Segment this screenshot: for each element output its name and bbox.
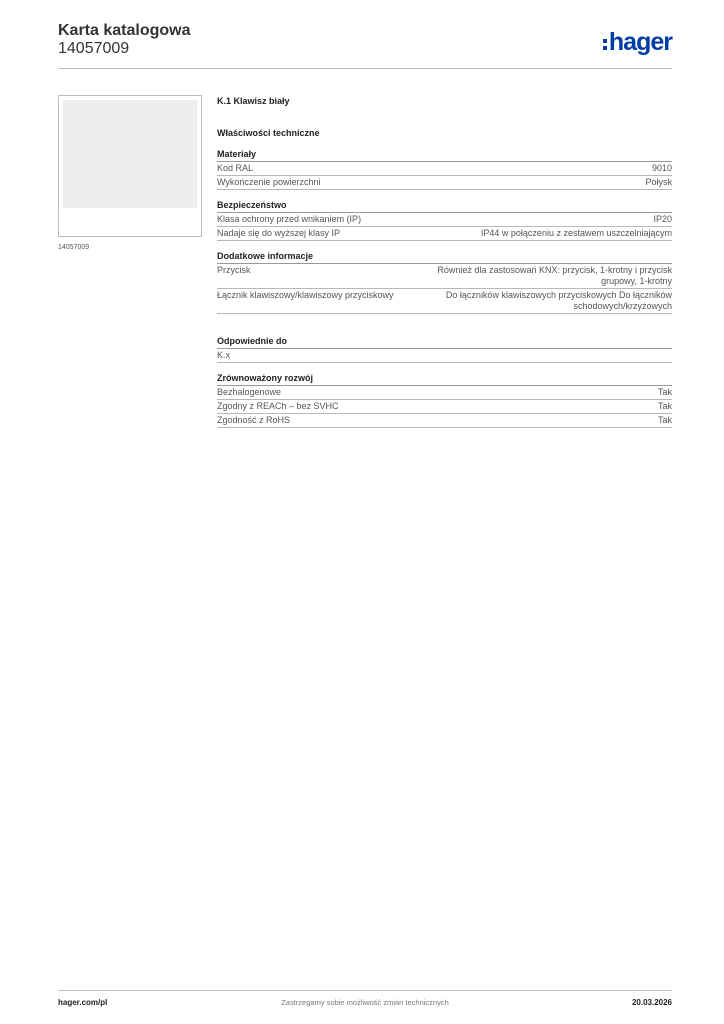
spec-label: Klasa ochrony przed wnikaniem (IP) (217, 214, 362, 224)
spec-label: Przycisk (217, 265, 251, 275)
spec-row (217, 414, 672, 428)
spec-label: Wykończenie powierzchni (217, 177, 321, 187)
product-image (63, 100, 197, 208)
spec-label: K.x (217, 350, 231, 360)
page-header (58, 20, 672, 70)
logo-text: hager (608, 27, 672, 56)
product-image-caption: 14057009 (58, 244, 90, 251)
footer-divider (58, 990, 672, 991)
spec-label: Zgodność z RoHS (217, 415, 291, 425)
section-title: Dodatkowe informacje (217, 251, 672, 264)
spec-row (217, 400, 672, 414)
spec-value (662, 350, 672, 361)
spec-value: IP20 (653, 214, 672, 224)
section-sustainability (217, 373, 672, 428)
spec-value: Do łączników klawiszowych przyciskowych Do łączników schodowych/krzyżowych (445, 290, 672, 311)
spec-row (217, 227, 672, 241)
section-safety (217, 200, 672, 241)
spec-value: IP44 w połączeniu z zestawem uszczelniającym (480, 228, 672, 238)
spec-row (217, 264, 672, 289)
spec-row (217, 386, 672, 400)
hager-logo (603, 28, 672, 56)
spec-row (217, 213, 672, 227)
spec-value: Również dla zastosowań KNX: przycisk, 1-krotny i przycisk grupowy, 1-krotny (437, 265, 672, 286)
footer-date: 20.03.2026 (631, 998, 672, 1007)
section-title: Odpowiednie do (217, 336, 672, 349)
spec-value: 9010 (651, 163, 672, 173)
spec-value: Tak (657, 415, 672, 425)
section-title: Zrównoważony rozwój (217, 373, 672, 386)
spec-value: Tak (657, 401, 672, 411)
product-image-frame (58, 95, 202, 237)
section-materials (217, 149, 672, 190)
spec-label: Kod RAL (217, 163, 254, 173)
spec-row (217, 289, 672, 314)
technical-properties-heading: Właściwości techniczne (217, 128, 320, 138)
spec-value: Połysk (645, 177, 672, 187)
section-title: Bezpieczeństwo (217, 200, 672, 213)
document-number: 14057009 (58, 40, 130, 57)
logo-dots-icon (603, 39, 607, 50)
section-suitable-for (217, 336, 672, 363)
spec-row (217, 162, 672, 176)
spec-label: Nadaje się do wyższej klasy IP (217, 228, 341, 238)
section-title: Materiały (217, 149, 672, 162)
spec-label: Łącznik klawiszowy/klawiszowy przyciskowy (217, 290, 394, 300)
spec-row (217, 349, 672, 363)
footer-disclaimer: Zastrzegamy sobie możliwość zmian technicznych (281, 998, 449, 1007)
spec-value: Tak (657, 387, 672, 397)
document-title: Karta katalogowa (58, 22, 191, 39)
spec-label: Bezhalogenowe (217, 387, 282, 397)
spec-label: Zgodny z REACh – bez SVHC (217, 401, 339, 411)
footer-website-link[interactable]: hager.com/pl (58, 998, 108, 1007)
header-divider (58, 68, 672, 69)
section-additional-info (217, 251, 672, 314)
technical-content (217, 96, 672, 438)
spec-row (217, 176, 672, 190)
product-name: K.1 Klawisz biały (217, 96, 290, 106)
